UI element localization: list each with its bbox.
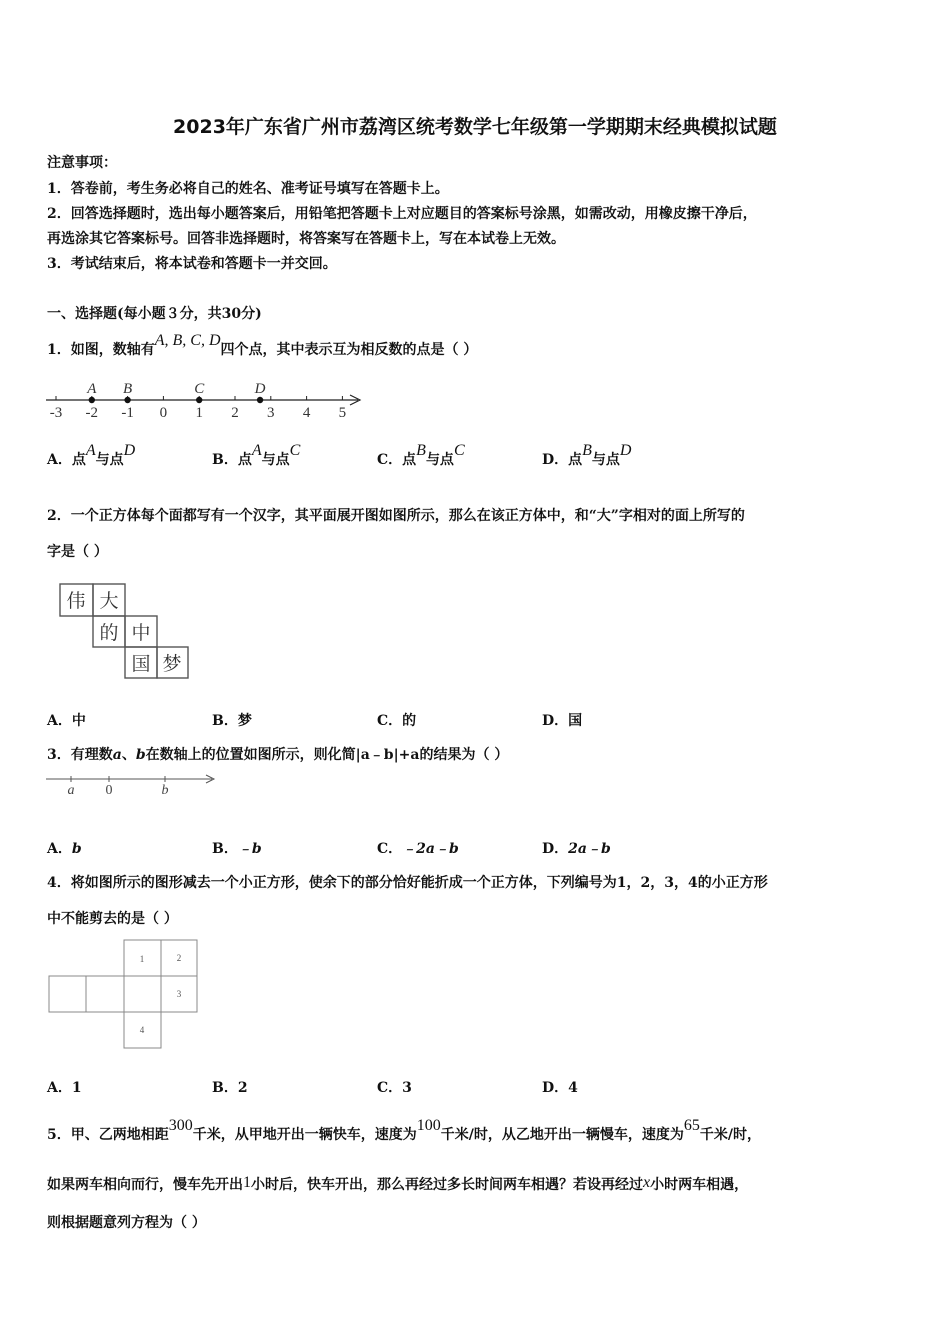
question-5-stem <box>47 1117 761 1144</box>
q2-char-4: 中 <box>131 622 151 644</box>
q3-post: 在数轴上的位置如图所示，则化简|a﹣b|+a的结果为（ ） <box>145 747 509 763</box>
section-heading: 一、选择题(每小题３分，共30分) <box>47 306 262 322</box>
q1-option-d-p1: B <box>582 442 592 459</box>
q4-option-c[interactable]: C．3 <box>377 1080 412 1096</box>
notice-item-2-cont: 再选涂其它答案标号。回答非选择题时，将答案写在答题卡上，写在本试卷上无效。 <box>47 231 565 247</box>
q3-option-a-letter: A． <box>47 841 72 857</box>
question-5-stem-cont <box>47 1174 748 1194</box>
question-1-stem <box>47 332 478 359</box>
q1-option-b-p2: C <box>289 442 301 459</box>
q1-option-c-letter: C．点 <box>377 452 417 468</box>
q2-option-c[interactable]: C．的 <box>377 713 417 729</box>
q1-tick-label: 2 <box>231 405 239 421</box>
question-2-stem: 2．一个正方体每个面都写有一个汉字，其平面展开图如图所示，那么在该正方体中，和“大”字相对的面上所写的 <box>47 508 745 524</box>
q1-option-d-letter: D．点 <box>542 452 583 468</box>
q3-label-b: b <box>161 783 169 798</box>
q3-option-c[interactable] <box>377 838 459 858</box>
q1-point <box>257 397 263 403</box>
question-3-stem <box>47 744 508 764</box>
question-5-stem-end: 则根据题意列方程为（ ） <box>47 1215 206 1231</box>
q1-tick-label: 1 <box>195 405 203 421</box>
q5-line2c: 小时两车相遇， <box>650 1177 749 1193</box>
q1-option-b-p1: A <box>251 442 262 459</box>
q4-num-2: 2 <box>176 953 182 963</box>
q5-seg1: 5．甲、乙两地相距 <box>47 1127 169 1143</box>
q2-option-b[interactable]: B．梦 <box>212 713 252 729</box>
q3-option-b[interactable] <box>212 838 262 858</box>
q4-figure <box>46 938 200 1050</box>
q4-num-1: 1 <box>139 954 145 964</box>
q1-option-c-mid: 与点 <box>425 452 454 468</box>
q3-sep: 、 <box>121 747 136 763</box>
question-2-stem-cont: 字是（ ） <box>47 544 108 560</box>
q1-option-a-letter: A．点 <box>47 452 86 468</box>
q1-point-label: B <box>123 381 133 397</box>
q1-option-c-p2: C <box>453 442 465 459</box>
q3-option-a-value: b <box>71 841 82 857</box>
q3-option-b-letter: B． <box>212 841 238 857</box>
q4-option-b[interactable]: B．2 <box>212 1080 248 1096</box>
q5-distance: 300 <box>168 1117 193 1134</box>
q1-option-c-p1: B <box>416 442 426 459</box>
q3-option-c-letter: C． <box>377 841 403 857</box>
q1-post: 四个点，其中表示互为相反数的点是（ ） <box>220 342 478 358</box>
q2-option-a[interactable]: A．中 <box>47 713 86 729</box>
q1-point <box>89 397 95 403</box>
q1-option-a[interactable] <box>47 442 136 469</box>
q1-option-d-mid: 与点 <box>591 452 620 468</box>
q5-slow-speed: 65 <box>683 1117 700 1134</box>
q4-square-center <box>124 976 161 1012</box>
q4-square-left-1 <box>49 976 86 1012</box>
q1-math: A, B, C, D <box>154 332 221 349</box>
q1-tick-label: 0 <box>159 405 168 421</box>
q1-tick-label: 4 <box>302 405 311 421</box>
q3-option-d-value: 2a﹣b <box>568 841 611 857</box>
q1-option-a-mid: 与点 <box>95 452 124 468</box>
q3-option-d[interactable] <box>542 838 611 858</box>
q4-num-3: 3 <box>176 989 182 999</box>
q3-option-b-value: ﹣b <box>237 841 262 857</box>
q1-point <box>196 397 202 403</box>
q1-option-a-p1: A <box>85 442 96 459</box>
q4-num-4: 4 <box>139 1025 145 1035</box>
q1-tick-label: -2 <box>85 405 99 421</box>
q2-char-6: 梦 <box>162 653 182 675</box>
q5-fast-speed: 100 <box>416 1117 441 1134</box>
q2-char-1: 伟 <box>66 590 86 612</box>
notice-item-2: 2．回答选择题时，选出每小题答案后，用铅笔把答题卡上对应题目的答案标号涂黑，如需改动，用橡皮擦干净后， <box>47 206 757 222</box>
question-4-stem-cont: 中不能剪去的是（ ） <box>47 911 178 927</box>
q3-label-0: 0 <box>105 783 113 798</box>
q4-square-left-2 <box>86 976 124 1012</box>
q3-var-a: a <box>112 747 122 763</box>
q1-option-b[interactable] <box>212 442 301 469</box>
q2-char-2: 大 <box>99 590 119 612</box>
notice-item-3: 3．考试结束后，将本试卷和答题卡一并交回。 <box>47 256 337 272</box>
q1-point <box>124 397 130 403</box>
q1-tick-label: -1 <box>121 405 134 421</box>
q2-option-d[interactable]: D．国 <box>542 713 583 729</box>
q1-option-d[interactable] <box>542 442 632 469</box>
q5-line2a: 如果两车相向而行，慢车先开出 <box>47 1177 243 1193</box>
q3-pre: 3．有理数 <box>47 747 113 763</box>
question-4-stem: 4．将如图所示的图形减去一个小正方形，使余下的部分恰好能折成一个正方体，下列编号为1，2，3，4的小正方形 <box>47 875 768 891</box>
q1-option-d-p2: D <box>619 442 632 459</box>
q1-point-label: D <box>254 381 266 397</box>
page-title: 2023年广东省广州市荔湾区统考数学七年级第一学期期末经典模拟试题 <box>173 116 777 138</box>
q5-seg2: 千米，从甲地开出一辆快车，速度为 <box>192 1127 417 1143</box>
notice-item-1: 1．答卷前，考生务必将自己的姓名、准考证号填写在答题卡上。 <box>47 181 449 197</box>
q5-line2b: 小时后，快车开出，那么再经过多长时间两车相遇？若设再经过 <box>251 1177 643 1193</box>
q1-option-a-p2: D <box>123 442 136 459</box>
q5-hour: 1 <box>243 1174 251 1191</box>
q3-option-d-letter: D． <box>542 841 569 857</box>
q4-option-d[interactable]: D．4 <box>542 1080 578 1096</box>
q1-number-line <box>40 376 370 424</box>
q5-var-x: x <box>643 1174 651 1191</box>
q3-number-line <box>44 772 218 802</box>
notice-heading: 注意事项： <box>47 155 117 171</box>
q1-tick-label: 3 <box>267 405 275 421</box>
q3-option-a[interactable] <box>47 838 82 858</box>
q1-option-b-mid: 与点 <box>261 452 290 468</box>
q3-label-a: a <box>67 783 75 798</box>
q3-var-b: b <box>135 747 146 763</box>
q5-seg3: 千米/时，从乙地开出一辆慢车，速度为 <box>440 1127 684 1143</box>
q1-tick-label: -3 <box>49 405 63 421</box>
q4-option-a[interactable]: A．1 <box>47 1080 82 1096</box>
q2-char-3: 的 <box>99 622 119 644</box>
q1-pre: 1．如图，数轴有 <box>47 342 155 358</box>
q1-point-label: A <box>87 381 97 397</box>
q1-tick-label: 5 <box>338 405 347 421</box>
q5-seg4: 千米/时， <box>699 1127 761 1143</box>
q2-cube-net <box>58 582 190 680</box>
q3-option-c-value: ﹣2a﹣b <box>402 841 459 857</box>
q2-char-5: 国 <box>131 653 151 675</box>
q1-option-b-letter: B．点 <box>212 452 252 468</box>
q1-option-c[interactable] <box>377 442 465 469</box>
q1-point-label: C <box>194 381 205 397</box>
